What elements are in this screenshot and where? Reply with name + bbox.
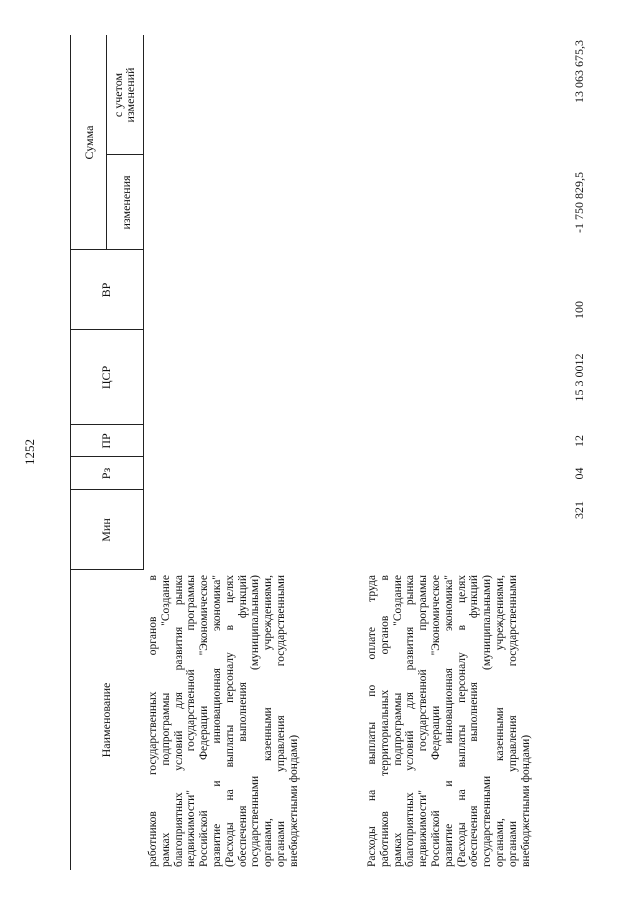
row-2-line: Расходы на выплаты по оплате труда	[366, 575, 378, 867]
row-2-line: работников территориальных органов в	[378, 575, 391, 867]
header-with-changes-line1: с учетом	[111, 72, 125, 118]
row-1-line: работников государственных органов в	[147, 575, 159, 867]
row-1-line: органами, казенными учреждениями,	[262, 575, 275, 867]
row-2-line: органами, казенными учреждениями,	[493, 575, 506, 867]
row-1-line: Российской Федерации "Экономическое	[198, 575, 211, 867]
row-1-line: благоприятных условий для развития рынка	[172, 575, 185, 867]
header-pr: ПР	[99, 433, 113, 449]
row-2-line: благоприятных условий для развития рынка	[404, 575, 417, 867]
header-with-changes-line2: изменений	[123, 67, 137, 123]
row-2-line: государственными (муниципальными)	[481, 575, 494, 867]
row-2-line: (Расходы на выплаты персоналу в целях	[455, 575, 468, 867]
row-2-line: внебюджетными фондами)	[519, 734, 532, 867]
row-2-min: 321	[572, 501, 586, 519]
row-2-pr: 12	[572, 435, 586, 447]
row-1-line: рамках подпрограммы "Создание	[159, 575, 172, 867]
row-2-line: развитие и инновационная экономика"	[442, 575, 455, 867]
row-1-line: органами управления государственными	[274, 575, 287, 867]
header-name: Наименование	[99, 682, 113, 758]
row-1-line: государственными (муниципальными)	[249, 575, 262, 867]
row-2-line: обеспечения выполнения функций	[468, 575, 481, 867]
header-summa: Сумма	[82, 125, 96, 160]
row-2-line: Российской Федерации "Экономическое	[429, 575, 442, 867]
row-2-csr: 15 3 0012	[572, 353, 586, 402]
table-top-border	[70, 35, 71, 870]
sum-header-separator	[106, 35, 107, 250]
header-rz: Рз	[99, 467, 113, 480]
header-changes: изменения	[119, 175, 133, 230]
row-2-line: органами управления государственными	[506, 575, 519, 867]
row-1-line: (Расходы на выплаты персоналу в целях	[223, 575, 236, 867]
row-2-name	[366, 575, 532, 867]
header-vr: ВР	[99, 282, 113, 298]
row-2-change: -1 750 829,5	[572, 172, 586, 233]
row-1-line: обеспечения выполнения функций	[236, 575, 249, 867]
header-bottom-border	[143, 35, 144, 570]
row-2-rz: 04	[572, 467, 586, 480]
row-2-line: рамках подпрограммы "Создание	[391, 575, 404, 867]
row-1-line: развитие и инновационная экономика"	[210, 575, 223, 867]
header-min: Мин	[99, 518, 113, 542]
row-1-name	[147, 575, 301, 867]
row-1-line: недвижимости" государственной программы	[185, 575, 198, 867]
row-2-line: недвижимости" государственной программы	[417, 575, 430, 867]
row-2-vr: 100	[572, 301, 586, 319]
header-csr: ЦСР	[99, 365, 113, 390]
page-number: 1252	[22, 439, 37, 465]
row-1-line: внебюджетными фондами)	[287, 734, 300, 867]
row-2-with-changes: 13 063 675,3	[572, 40, 586, 103]
